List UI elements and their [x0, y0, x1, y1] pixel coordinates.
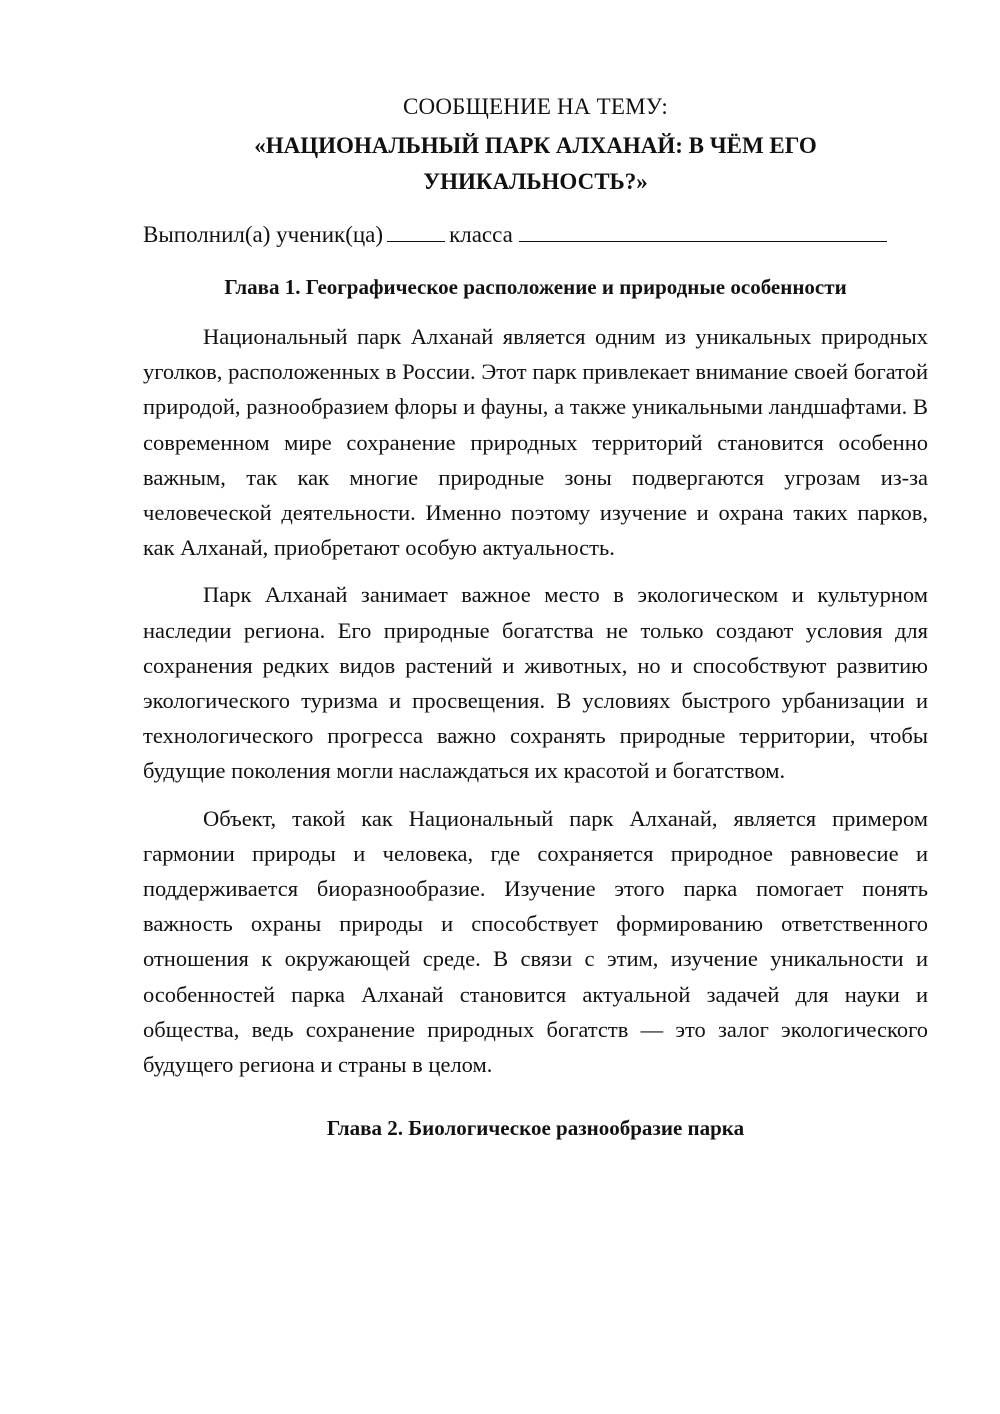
author-prefix: Выполнил(а) ученик(ца): [143, 222, 384, 247]
paragraph-2: Парк Алханай занимает важное место в экологическом и культурном наследии региона. Его природные богатства не только создают условия для сохранения редких видов растений и животных, но и способствуют развитию экологического туризма и просвещения. В условиях быстрого урбанизации и технологического прогресса важно сохранять природные территории, чтобы будущие поколения могли наслаждаться их красотой и богатством.: [143, 582, 928, 784]
chapter-2-heading: Глава 2. Биологическое разнообразие парка: [326, 1116, 745, 1141]
class-number-blank[interactable]: [387, 219, 445, 242]
class-word: класса: [449, 222, 513, 247]
chapter-1-heading: Глава 1. Географическое расположение и природные особенности: [224, 275, 847, 299]
document-title: «НАЦИОНАЛЬНЫЙ ПАРК АЛХАНАЙ: В ЧЁМ ЕГО УНИКАЛЬНОСТЬ?»: [254, 133, 817, 194]
paragraph-3: Объект, такой как Национальный парк Алханай, является примером гармонии природы и человека, где сохраняется природное равновесие и поддерживается биоразнообразие. Изучение этого парка помогает понять важность охраны природы и способствует формированию ответственного отношения к окружающей среде. В связи с этим, изучение уникальности и особенностей парка Алханай становится актуальной задачей для науки и общества, ведь сохранение природных богатств — это залог экологического будущего региона и страны в целом.: [143, 805, 928, 1078]
document-page: [143, 90, 928, 1144]
author-line: [143, 218, 928, 252]
topic-label: СООБЩЕНИЕ НА ТЕМУ:: [403, 94, 668, 119]
student-name-blank[interactable]: [519, 219, 887, 242]
paragraph-1: Национальный парк Алханай является одним из уникальных природных уголков, расположенных в России. Этот парк привлекает внимание своей богатой природой, разнообразием флоры и фауны, а также уникальными ландшафтами. В современном мире сохранение природных территорий становится особенно важным, так как многие природные зоны подвергаются угрозам из-за человеческой деятельности. Именно поэтому изучение и охрана таких парков, как Алханай, приобретают особую актуальность.: [143, 324, 928, 561]
